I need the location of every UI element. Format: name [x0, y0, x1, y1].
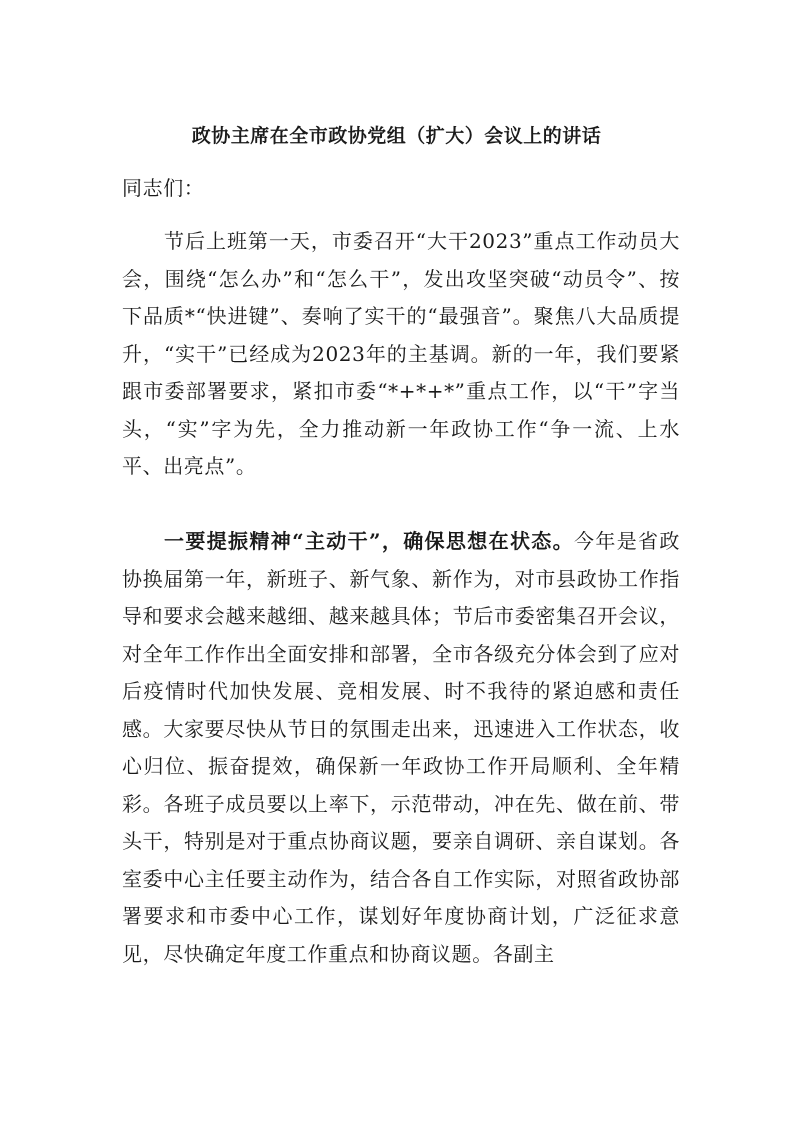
paragraph-intro: 节后上班第一天，市委召开“大干2023”重点工作动员大会，围绕“怎么办”和“怎么干”，发出攻坚突破“动员令”、按下品质*“快进键”、奏响了实干的“最强音”。聚焦八大品质提升，“实干”已经成为2023年的主基调。新的一年，我们要紧跟市委部署要求，紧扣市委“*+*+*”重点工作，以“干”字当头，“实”字为先，全力推动新一年政协工作“争一流、上水平、出亮点”。 — [122, 229, 680, 478]
section-one-heading: 一要提振精神“主动干”，确保思想在状态。 — [164, 529, 574, 553]
document-title: 政协主席在全市政协党组（扩大）会议上的讲话 — [191, 125, 602, 147]
section-one-body: 今年是省政协换届第一年，新班子、新气象、新作为，对市县政协工作指导和要求会越来越细、越来越具体；节后市委密集召开会议，对全年工作作出全面安排和部署，全市各级充分体会到了应对后疫情时代加快发展、竞相发展、时不我待的紧迫感和责任感。大家要尽快从节日的氛围走出来，迅速进入工作状态，收心归位、振奋提效，确保新一年政协工作开局顺利、全年精彩。各班子成员要以上率下，示范带动，冲在先、做在前、带头干，特别是对于重点协商议题，要亲自调研、亲自谋划。各室委中心主任要主动作为，结合各自工作实际，对照省政协部署要求和市委中心工作，谋划好年度协商计划，广泛征求意见，尽快确定年度工作重点和协商议题。各副主 — [122, 529, 680, 966]
salutation: 同志们： — [122, 176, 205, 200]
paragraph-section-one — [122, 523, 680, 973]
